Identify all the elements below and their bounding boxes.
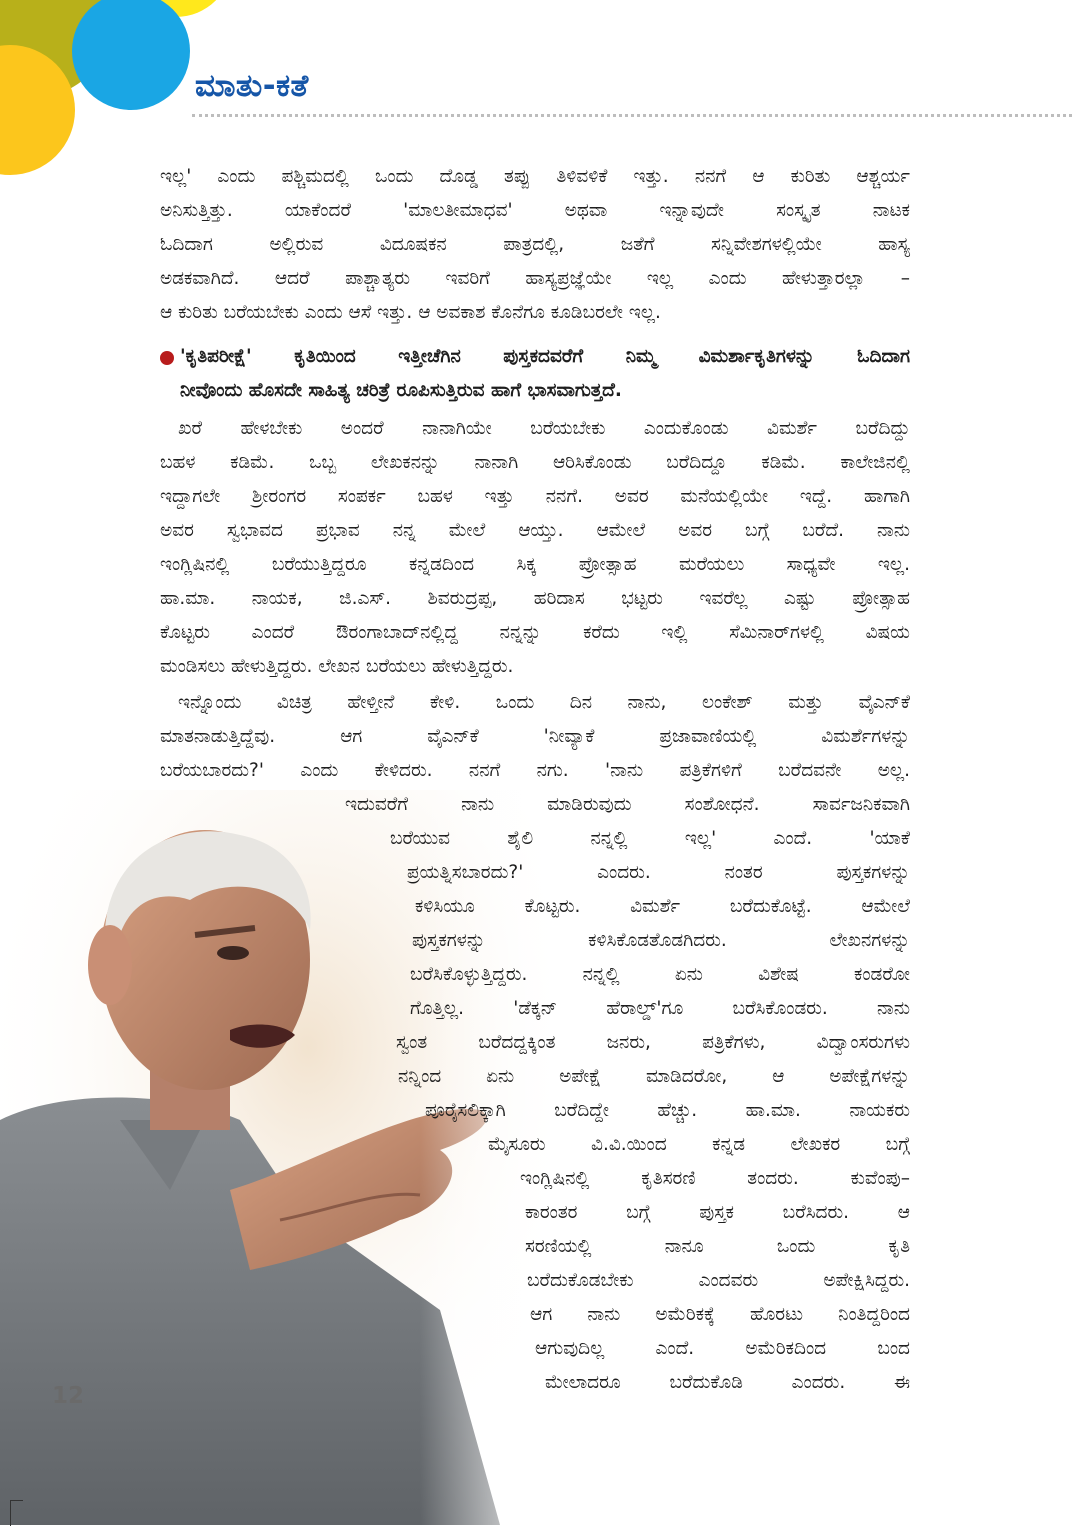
interview-question-line: ನೀವೊಂದು ಹೊಸದೇ ಸಾಹಿತ್ಯ ಚರಿತ್ರೆ ರೂಪಿಸುತ್ತಿರುವ ಹಾಗೆ ಭಾಸವಾಗುತ್ತದೆ. [180, 380, 622, 401]
paragraph-line: ಪೂರೈಸಲಿಕ್ಕಾಗಿ ಬರೆದಿದ್ದೇ ಹೆಚ್ಚು. ಹಾ.ಮಾ. ನಾಯಕರು [425, 1100, 910, 1121]
paragraph-line: ಅನಿಸುತ್ತಿತ್ತು. ಯಾಕೆಂದರೆ 'ಮಾಲತೀಮಾಧವ' ಅಥವಾ ಇನ್ನಾವುದೇ ಸಂಸ್ಕೃತ ನಾಟಕ [160, 200, 910, 221]
paragraph-line: ಇಲ್ಲ' ಎಂದು ಪಶ್ಚಿಮದಲ್ಲಿ ಒಂದು ದೊಡ್ಡ ತಪ್ಪು ತಿಳಿವಳಿಕೆ ಇತ್ತು. ನನಗೆ ಆ ಕುರಿತು ಆಶ್ಚರ್ಯ [160, 166, 910, 187]
paragraph-line: ಹಾ.ಮಾ. ನಾಯಕ, ಜಿ.ಎಸ್. ಶಿವರುದ್ರಪ್ಪ, ಹರಿದಾಸ ಭಟ್ಟರು ಇವರೆಲ್ಲ ಎಷ್ಟು ಪ್ರೋತ್ಸಾಹ [160, 588, 910, 609]
paragraph-line: ಮೇಲಾದರೂ ಬರೆದುಕೊಡಿ ಎಂದರು. ಈ [545, 1372, 910, 1393]
paragraph-line: ಬರೆಯುವ ಶೈಲಿ ನನ್ನಲ್ಲಿ ಇಲ್ಲ' ಎಂದೆ. 'ಯಾಕೆ [390, 828, 910, 849]
paragraph-line: ಬರೆಸಿಕೊಳ್ಳುತ್ತಿದ್ದರು. ನನ್ನಲ್ಲಿ ಏನು ವಿಶೇಷ ಕಂಡರೋ [410, 964, 910, 985]
paragraph-line: ಸ್ವಂತ ಬರೆದದ್ದಕ್ಕಿಂತ ಜನರು, ಪತ್ರಿಕೆಗಳು, ವಿದ್ವಾಂಸರುಗಳು [396, 1032, 910, 1053]
crop-mark [10, 1500, 23, 1526]
paragraph-line: ಸರಣಿಯಲ್ಲಿ ನಾನೂ ಒಂದು ಕೃತಿ [525, 1236, 910, 1257]
paragraph-line: ಮೈಸೂರು ವಿ.ವಿ.ಯಿಂದ ಕನ್ನಡ ಲೇಖಕರ ಬಗ್ಗೆ [488, 1134, 910, 1155]
header-dotted-rule [192, 114, 1072, 117]
interview-question-line: 'ಕೃತಿಪರೀಕ್ಷೆ' ಕೃತಿಯಿಂದ ಇತ್ತೀಚೆಗಿನ ಪುಸ್ತಕದವರೆಗೆ ನಿಮ್ಮ ವಿಮರ್ಶಾಕೃತಿಗಳನ್ನು ಓದಿದಾಗ [180, 346, 910, 367]
paragraph-line: ಅಡಕವಾಗಿದೆ. ಆದರೆ ಪಾಶ್ಚಾತ್ಯರು ಇವರಿಗೆ ಹಾಸ್ಯಪ್ರಜ್ಞೆಯೇ ಇಲ್ಲ ಎಂದು ಹೇಳುತ್ತಾರಲ್ಲಾ – [160, 268, 910, 289]
paragraph-line: ಆಗುವುದಿಲ್ಲ ಎಂದೆ. ಅಮೆರಿಕದಿಂದ ಬಂದ [535, 1338, 910, 1359]
decorative-circle-blue [72, 0, 190, 110]
paragraph-line: ಅವರ ಸ್ವಭಾವದ ಪ್ರಭಾವ ನನ್ನ ಮೇಲೆ ಆಯ್ತು. ಆಮೇಲೆ ಅವರ ಬಗ್ಗೆ ಬರೆದೆ. ನಾನು [160, 520, 910, 541]
section-title: ಮಾತು-ಕತೆ [195, 68, 309, 104]
paragraph-line: ಬರೆದುಕೊಡಬೇಕು ಎಂದವರು ಅಪೇಕ್ಷಿಸಿದ್ದರು. [527, 1270, 910, 1291]
paragraph-line: ಮಂಡಿಸಲು ಹೇಳುತ್ತಿದ್ದರು. ಲೇಖನ ಬರೆಯಲು ಹೇಳುತ್ತಿದ್ದರು. [160, 656, 514, 677]
paragraph-line: ಬರೆಯಬಾರದು?' ಎಂದು ಕೇಳಿದರು. ನನಗೆ ನಗು. 'ನಾನು ಪತ್ರಿಕೆಗಳಿಗೆ ಬರೆದವನೇ ಅಲ್ಲ. [160, 760, 910, 781]
paragraph-line: ಖರೆ ಹೇಳಬೇಕು ಅಂದರೆ ನಾನಾಗಿಯೇ ಬರೆಯಬೇಕು ಎಂದುಕೊಂಡು ವಿಮರ್ಶೆ ಬರೆದಿದ್ದು [178, 418, 910, 439]
paragraph-line: ಪುಸ್ತಕಗಳನ್ನು ಕಳಿಸಿಕೊಡತೊಡಗಿದರು. ಲೇಖನಗಳನ್ನು [412, 930, 910, 951]
paragraph-line: ಕಾರಂತರ ಬಗ್ಗೆ ಪುಸ್ತಕ ಬರೆಸಿದರು. ಆ [525, 1202, 910, 1223]
paragraph-line: ಬಹಳ ಕಡಿಮೆ. ಒಬ್ಬ ಲೇಖಕನನ್ನು ನಾನಾಗಿ ಆರಿಸಿಕೊಂಡು ಬರೆದಿದ್ದೂ ಕಡಿಮೆ. ಕಾಲೇಜಿನಲ್ಲಿ [160, 452, 910, 473]
paragraph-line: ಮಾತನಾಡುತ್ತಿದ್ದೆವು. ಆಗ ವೈಎನ್‌ಕೆ 'ನೀವ್ಯಾಕೆ ಪ್ರಜಾವಾಣಿಯಲ್ಲಿ ವಿಮರ್ಶೆಗಳನ್ನು [160, 726, 910, 747]
paragraph-line: ನನ್ನಿಂದ ಏನು ಅಪೇಕ್ಷೆ ಮಾಡಿದರೋ, ಆ ಅಪೇಕ್ಷೆಗಳನ್ನು [398, 1066, 910, 1087]
paragraph-line: ಕೊಟ್ಟರು ಎಂದರೆ ಔರಂಗಾಬಾದ್‌ನಲ್ಲಿದ್ದ ನನ್ನನ್ನು ಕರೆದು ಇಲ್ಲಿ ಸೆಮಿನಾರ್‌ಗಳಲ್ಲಿ ವಿಷಯ [160, 622, 910, 643]
paragraph-line: ಇನ್ನೊಂದು ವಿಚಿತ್ರ ಹೇಳ್ತೀನೆ ಕೇಳಿ. ಒಂದು ದಿನ ನಾನು, ಲಂಕೇಶ್ ಮತ್ತು ವೈಎನ್‌ಕೆ [178, 692, 910, 713]
paragraph-line: ಓದಿದಾಗ ಅಲ್ಲಿರುವ ವಿದೂಷಕನ ಪಾತ್ರದಲ್ಲಿ, ಜತೆಗೆ ಸನ್ನಿವೇಶಗಳಲ್ಲಿಯೇ ಹಾಸ್ಯ [160, 234, 910, 255]
paragraph-line: ಪ್ರಯತ್ನಿಸಬಾರದು?' ಎಂದರು. ನಂತರ ಪುಸ್ತಕಗಳನ್ನು [407, 862, 910, 883]
paragraph-line: ಗೊತ್ತಿಲ್ಲ. 'ಡೆಕ್ಕನ್ ಹೆರಾಲ್ಡ್'ಗೂ ಬರೆಸಿಕೊಂಡರು. ನಾನು [410, 998, 910, 1019]
paragraph-line: ಇದುವರೆಗೆ ನಾನು ಮಾಡಿರುವುದು ಸಂಶೋಧನೆ. ಸಾರ್ವಜನಿಕವಾಗಿ [345, 794, 910, 815]
question-bullet-icon [160, 351, 174, 365]
paragraph-line: ಇದ್ದಾಗಲೇ ಶ್ರೀರಂಗರ ಸಂಪರ್ಕ ಬಹಳ ಇತ್ತು ನನಗೆ. ಅವರ ಮನೆಯಲ್ಲಿಯೇ ಇದ್ದೆ. ಹಾಗಾಗಿ [160, 486, 910, 507]
paragraph-line: ಇಂಗ್ಲಿಷಿನಲ್ಲಿ ಕೃತಿಸರಣಿ ತಂದರು. ಕುವೆಂಪು– [520, 1168, 910, 1189]
paragraph-line: ಆಗ ನಾನು ಅಮೆರಿಕಕ್ಕೆ ಹೊರಟು ನಿಂತಿದ್ದರಿಂದ [530, 1304, 910, 1325]
paragraph-line: ಕಳಿಸಿಯೂ ಕೊಟ್ಟರು. ವಿಮರ್ಶೆ ಬರೆದುಕೊಟ್ಟೆ. ಆಮೇಲೆ [415, 896, 910, 917]
page-number: 12 [52, 1383, 85, 1409]
paragraph-line: ಇಂಗ್ಲಿಷಿನಲ್ಲಿ ಬರೆಯುತ್ತಿದ್ದರೂ ಕನ್ನಡದಿಂದ ಸಿಕ್ಕ ಪ್ರೋತ್ಸಾಹ ಮರೆಯಲು ಸಾಧ್ಯವೇ ಇಲ್ಲ. [160, 554, 910, 575]
paragraph-line: ಆ ಕುರಿತು ಬರೆಯಬೇಕು ಎಂದು ಆಸೆ ಇತ್ತು. ಆ ಅವಕಾಶ ಕೊನೆಗೂ ಕೂಡಿಬರಲೇ ಇಲ್ಲ. [160, 302, 661, 323]
